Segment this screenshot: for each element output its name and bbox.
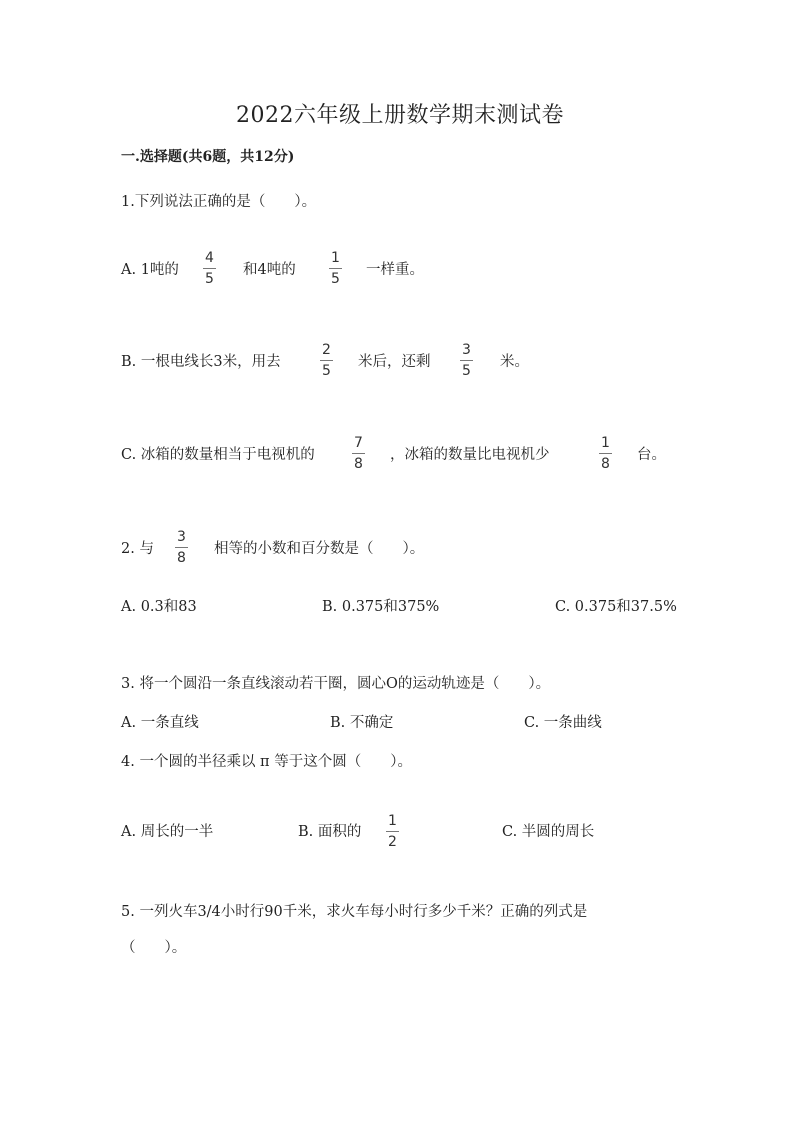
denominator: 8 — [352, 453, 365, 471]
numerator: 1 — [388, 813, 397, 829]
numerator: 4 — [205, 250, 214, 266]
question-4-stem: 4. 一个圆的半径乘以 π 等于这个圆（ ）。 — [121, 754, 412, 770]
denominator: 5 — [203, 268, 216, 286]
denominator: 5 — [460, 360, 473, 378]
q4-option-c: C. 半圆的周长 — [502, 824, 595, 840]
q1-option-b-fraction2 — [460, 343, 473, 378]
q1-option-c-text2: ，冰箱的数量比电视机少 — [390, 447, 550, 463]
q2-option-c: C. 0.375和37.5% — [555, 599, 677, 615]
question-3-stem: 3. 将一个圆沿一条直线滚动若干圈，圆心O的运动轨迹是（ ）。 — [121, 676, 551, 692]
q1-option-c-text1: C. 冰箱的数量相当于电视机的 — [121, 447, 315, 463]
q1-option-c-text3: 台。 — [637, 447, 666, 463]
q1-option-a-text1: A. 1吨的 — [121, 262, 179, 278]
q1-option-b-text3: 米。 — [500, 354, 529, 370]
q1-option-a-fraction1 — [203, 251, 216, 286]
q4-option-b-fraction — [386, 814, 399, 849]
q1-option-a-fraction2 — [329, 251, 342, 286]
numerator: 1 — [331, 250, 340, 266]
question-5-line2: （ ）。 — [121, 940, 187, 956]
numerator: 7 — [354, 435, 363, 451]
q1-option-c-fraction1 — [352, 436, 365, 471]
denominator: 5 — [320, 360, 333, 378]
numerator: 3 — [177, 529, 186, 545]
denominator: 2 — [386, 831, 399, 849]
q2-option-a: A. 0.3和83 — [121, 599, 197, 615]
q4-option-a: A. 周长的一半 — [121, 824, 214, 840]
q1-option-a-text3: 一样重。 — [366, 262, 424, 278]
section-heading: 一.选择题(共6题，共12分) — [121, 149, 295, 165]
q1-option-b-fraction1 — [320, 343, 333, 378]
page-title: 2022六年级上册数学期末测试卷 — [236, 103, 564, 128]
q3-option-b: B. 不确定 — [330, 715, 394, 731]
question-5-line1: 5. 一列火车3/4小时行90千米，求火车每小时行多少千米？正确的列式是 — [121, 904, 588, 920]
question-2-text2: 相等的小数和百分数是（ ）。 — [214, 541, 425, 557]
question-2-text1: 2. 与 — [121, 541, 154, 557]
q1-option-a-text2: 和4吨的 — [243, 262, 296, 278]
numerator: 1 — [601, 435, 610, 451]
denominator: 5 — [329, 268, 342, 286]
q1-option-c-fraction2 — [599, 436, 612, 471]
q1-option-b-text1: B. 一根电线长3米，用去 — [121, 354, 281, 370]
denominator: 8 — [599, 453, 612, 471]
q3-option-c: C. 一条曲线 — [524, 715, 602, 731]
question-2-fraction — [175, 530, 188, 565]
q3-option-a: A. 一条直线 — [121, 715, 199, 731]
numerator: 3 — [462, 342, 471, 358]
question-1-stem: 1.下列说法正确的是（ ）。 — [121, 194, 317, 210]
numerator: 2 — [322, 342, 331, 358]
denominator: 8 — [175, 547, 188, 565]
q4-option-b-text: B. 面积的 — [298, 824, 362, 840]
q2-option-b: B. 0.375和375% — [322, 599, 440, 615]
q1-option-b-text2: 米后，还剩 — [358, 354, 431, 370]
